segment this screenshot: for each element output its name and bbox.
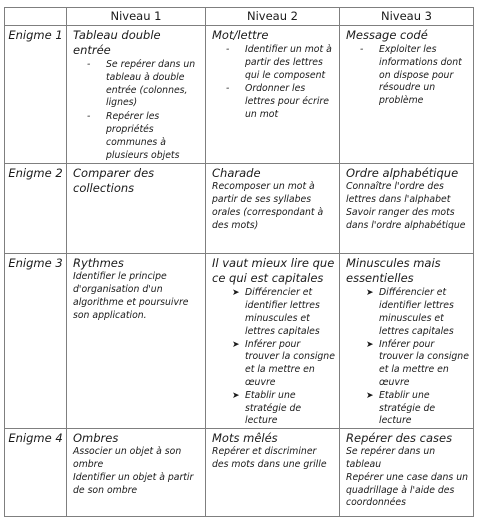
header-row xyxy=(5,8,474,26)
header-niveau-1: Niveau 1 xyxy=(67,8,206,26)
cell-text: Repérer une case dans un quadrillage à l'aide des coordonnées xyxy=(346,471,468,509)
cell-enigme-1-niveau-1 xyxy=(67,26,206,164)
list-item: - Se repérer dans un tableau à double entrée (colonnes, lignes) xyxy=(87,59,196,109)
cell-enigme-4-niveau-2 xyxy=(206,429,340,517)
cell-enigme-4-niveau-1 xyxy=(67,429,206,517)
arrow-bullet-icon: ➤ xyxy=(232,288,240,299)
table-row xyxy=(5,164,474,254)
list-item: ➤ Différencier et identifier lettres minuscules et lettres capitales xyxy=(232,287,320,337)
table-row xyxy=(5,429,474,517)
cell-text: Repérer et discriminer des mots dans une grille xyxy=(212,446,327,470)
cell-title: Minuscules mais essentielles xyxy=(346,256,441,286)
arrow-bullet-icon: ➤ xyxy=(232,339,240,350)
cell-enigme-1-niveau-2 xyxy=(206,26,340,164)
cell-title: Charade xyxy=(212,166,261,181)
header-niveau-2: Niveau 2 xyxy=(206,8,340,26)
cell-text: Identifier le principe d'organisation d'un algorithme et poursuivre son application. xyxy=(73,271,189,321)
list-item: - Identifier un mot à partir des lettres qui le composent xyxy=(226,44,332,81)
header-corner xyxy=(5,8,67,26)
arrow-bullet-icon: ➤ xyxy=(366,390,374,401)
cell-enigme-4-niveau-3 xyxy=(340,429,474,517)
cell-title: Repérer des cases xyxy=(346,431,453,446)
cell-text: Savoir ranger des mots dans l'ordre alphabétique xyxy=(346,206,466,231)
list-item: - Exploiter les informations dont on dispose pour résoudre un problème xyxy=(360,44,462,107)
cell-text: Identifier un objet à partir de son ombre xyxy=(73,471,194,496)
cell-title: Message codé xyxy=(346,28,428,42)
row-label-enigme-2: Enigme 2 xyxy=(5,164,67,254)
arrow-bullet-icon: ➤ xyxy=(232,390,240,401)
enigmes-table xyxy=(4,7,474,517)
cell-enigme-2-niveau-2 xyxy=(206,164,340,254)
row-label-enigme-3: Enigme 3 xyxy=(5,254,67,429)
list-item: - Ordonner les lettres pour écrire un mot xyxy=(226,83,329,120)
cell-enigme-3-niveau-3 xyxy=(340,254,474,429)
list-item: ➤ Inférer pour trouver la consigne et la mettre en œuvre xyxy=(366,338,469,388)
list-item: ➤ Etablir une stratégie de lecture xyxy=(366,389,436,427)
cell-text: Recomposer un mot à partir de ses syllabes orales (correspondant à des mots) xyxy=(212,181,324,231)
cell-text: Associer un objet à son ombre xyxy=(73,446,182,470)
arrow-bullet-icon: ➤ xyxy=(366,339,374,350)
cell-enigme-3-niveau-1 xyxy=(67,254,206,429)
cell-title: Rythmes xyxy=(73,256,124,271)
row-label-enigme-1: Enigme 1 xyxy=(5,26,67,164)
arrow-bullet-icon: ➤ xyxy=(366,288,374,299)
cell-enigme-2-niveau-1 xyxy=(67,164,206,254)
list-item: ➤ Différencier et identifier lettres minuscules et lettres capitales xyxy=(366,287,454,337)
cell-title: Mot/lettre xyxy=(212,28,269,42)
row-label-enigme-4: Enigme 4 xyxy=(5,429,67,517)
cell-enigme-1-niveau-3 xyxy=(340,26,474,164)
cell-title: Ombres xyxy=(73,431,119,446)
cell-title: Il vaut mieux lire que ce qui est capitales xyxy=(212,256,335,286)
table-row xyxy=(5,254,474,429)
cell-text: Se repérer dans un tableau xyxy=(346,446,436,470)
list-item: ➤ Etablir une stratégie de lecture xyxy=(232,389,302,427)
list-item: - Repérer les propriétés communes à plusieurs objets xyxy=(87,111,180,161)
cell-enigme-3-niveau-2 xyxy=(206,254,340,429)
cell-text: Connaître l'ordre des lettres dans l'alphabet xyxy=(346,181,451,206)
cell-title: Mots mêlés xyxy=(212,431,278,446)
cell-title: Comparer des collections xyxy=(73,166,155,196)
header-niveau-3: Niveau 3 xyxy=(340,8,474,26)
cell-enigme-2-niveau-3 xyxy=(340,164,474,254)
cell-title: Ordre alphabétique xyxy=(346,166,459,181)
cell-title: Tableau double entrée xyxy=(73,28,161,57)
list-item: ➤ Inférer pour trouver la consigne et la mettre en œuvre xyxy=(232,338,335,388)
table-row xyxy=(5,26,474,164)
